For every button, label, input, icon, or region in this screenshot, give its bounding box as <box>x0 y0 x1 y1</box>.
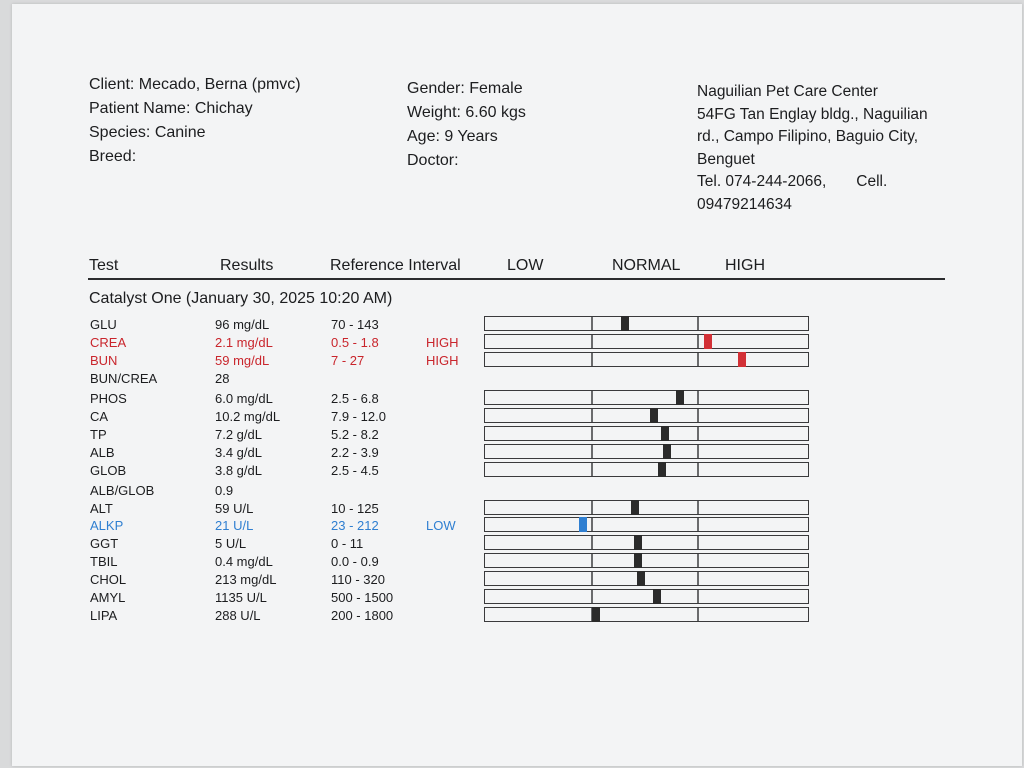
range-marker <box>637 571 645 586</box>
range-divider-low <box>591 536 593 549</box>
test-flag: HIGH <box>426 335 459 350</box>
range-marker <box>653 589 661 604</box>
range-divider-low <box>591 590 593 603</box>
test-name: CHOL <box>90 572 127 587</box>
clinic-name: Naguilian Pet Care Center <box>697 83 878 100</box>
range-bar <box>484 426 809 441</box>
range-divider-low <box>591 554 593 567</box>
test-reference: 2.5 - 6.8 <box>331 391 379 406</box>
range-marker <box>704 334 712 349</box>
test-reference: 200 - 1800 <box>331 608 394 623</box>
range-divider-high <box>697 353 699 366</box>
range-divider-low <box>591 518 593 531</box>
test-row <box>0 483 1010 501</box>
test-name: TBIL <box>90 554 118 569</box>
test-name: BUN/CREA <box>90 371 158 386</box>
test-result: 59 U/L <box>215 501 254 516</box>
test-result: 7.2 g/dL <box>215 427 262 442</box>
col-header-results: Results <box>220 257 274 274</box>
clinic-info <box>697 81 957 216</box>
range-bar <box>484 316 809 331</box>
range-marker <box>634 553 642 568</box>
range-marker <box>631 500 639 515</box>
test-name: GLU <box>90 317 117 332</box>
test-name: TP <box>90 427 107 442</box>
test-result: 28 <box>215 371 230 386</box>
test-name: GGT <box>90 536 119 551</box>
test-flag: LOW <box>426 518 456 533</box>
test-result: 3.4 g/dL <box>215 445 262 460</box>
range-bar <box>484 408 809 423</box>
clinic-tel: Tel. 074-244-2066, <box>697 173 827 190</box>
range-marker <box>661 426 669 441</box>
range-marker <box>592 607 600 622</box>
range-divider-high <box>697 590 699 603</box>
range-divider-high <box>697 463 699 476</box>
test-name: ALB <box>90 445 115 460</box>
test-reference: 10 - 125 <box>331 501 379 516</box>
test-reference: 7 - 27 <box>331 353 365 368</box>
test-result: 288 U/L <box>215 608 261 623</box>
range-bar <box>484 607 809 622</box>
section-title: Catalyst One (January 30, 2025 10:20 AM) <box>89 290 393 307</box>
range-bar <box>484 553 809 568</box>
test-name: ALB/GLOB <box>90 483 155 498</box>
range-bar <box>484 352 809 367</box>
range-marker <box>621 316 629 331</box>
range-marker <box>738 352 746 367</box>
range-divider-high <box>697 501 699 514</box>
range-bar <box>484 444 809 459</box>
range-divider-low <box>591 572 593 585</box>
test-reference: 2.5 - 4.5 <box>331 463 379 478</box>
test-reference: 70 - 143 <box>331 317 379 332</box>
range-divider-low <box>591 445 593 458</box>
test-reference: 2.2 - 3.9 <box>331 445 379 460</box>
range-divider-high <box>697 554 699 567</box>
test-reference: 23 - 212 <box>331 518 379 533</box>
range-marker <box>663 444 671 459</box>
range-marker <box>634 535 642 550</box>
test-name: PHOS <box>90 391 127 406</box>
test-result: 0.9 <box>215 483 234 498</box>
clinic-phone <box>697 171 957 194</box>
range-divider-high <box>697 445 699 458</box>
test-name: CREA <box>90 335 127 350</box>
test-result: 59 mg/dL <box>215 353 270 368</box>
range-divider-low <box>591 391 593 404</box>
test-result: 1135 U/L <box>215 590 267 605</box>
test-name: CA <box>90 409 109 424</box>
test-name: BUN <box>90 353 118 368</box>
range-divider-high <box>697 427 699 440</box>
range-divider-high <box>697 391 699 404</box>
range-divider-high <box>697 536 699 549</box>
col-header-test: Test <box>89 257 119 274</box>
range-bar <box>484 462 809 477</box>
test-name: AMYL <box>90 590 126 605</box>
range-marker <box>579 517 587 532</box>
range-divider-low <box>591 353 593 366</box>
test-result: 6.0 mg/dL <box>215 391 273 406</box>
range-divider-high <box>697 572 699 585</box>
test-reference: 500 - 1500 <box>331 590 394 605</box>
test-name: LIPA <box>90 608 118 623</box>
range-marker <box>650 408 658 423</box>
range-divider-high <box>697 335 699 348</box>
range-bar <box>484 500 809 515</box>
range-divider-low <box>591 335 593 348</box>
range-bar <box>484 517 809 532</box>
range-bar <box>484 571 809 586</box>
test-flag: HIGH <box>426 353 459 368</box>
col-header-low: LOW <box>507 257 544 274</box>
test-result: 2.1 mg/dL <box>215 335 273 350</box>
patient-info <box>89 73 301 169</box>
range-divider-high <box>697 317 699 330</box>
client-label: Client: Mecado, Berna (pmvc) <box>89 76 301 93</box>
clinic-cell-label: Cell. <box>856 173 888 190</box>
col-header-normal: NORMAL <box>612 257 681 274</box>
range-bar <box>484 589 809 604</box>
patient-name-label: Patient Name: Chichay <box>89 100 253 117</box>
clinic-address-line2: rd., Campo Filipino, Baguio City, <box>697 128 919 145</box>
test-name: ALKP <box>90 518 124 533</box>
test-reference: 0.5 - 1.8 <box>331 335 379 350</box>
weight-label: Weight: 6.60 kgs <box>407 104 526 121</box>
test-result: 10.2 mg/dL <box>215 409 281 424</box>
range-divider-low <box>591 501 593 514</box>
range-marker <box>676 390 684 405</box>
test-reference: 0 - 11 <box>331 536 364 551</box>
test-result: 0.4 mg/dL <box>215 554 273 569</box>
test-result: 21 U/L <box>215 518 254 533</box>
clinic-address-line3: Benguet <box>697 150 755 168</box>
test-result: 213 mg/dL <box>215 572 277 587</box>
species-label: Species: Canine <box>89 124 206 141</box>
test-result: 3.8 g/dL <box>215 463 262 478</box>
range-divider-low <box>591 317 593 330</box>
range-marker <box>658 462 666 477</box>
range-divider-high <box>697 608 699 621</box>
clinic-cell: 09479214634 <box>697 195 792 213</box>
range-divider-high <box>697 409 699 422</box>
clinic-address-line1: 54FG Tan Englay bldg., Naguilian <box>697 105 928 123</box>
gender-label: Gender: Female <box>407 80 523 97</box>
test-reference: 110 - 320 <box>331 572 385 587</box>
range-bar <box>484 390 809 405</box>
test-reference: 7.9 - 12.0 <box>331 409 386 424</box>
patient-details <box>407 77 526 173</box>
header-divider <box>88 278 945 280</box>
range-divider-low <box>591 409 593 422</box>
range-bar <box>484 334 809 349</box>
range-divider-high <box>697 518 699 531</box>
range-divider-low <box>591 463 593 476</box>
age-label: Age: 9 Years <box>407 128 498 145</box>
breed-label: Breed: <box>89 148 137 165</box>
col-header-high: HIGH <box>725 257 765 274</box>
range-bar <box>484 535 809 550</box>
test-name: GLOB <box>90 463 127 478</box>
test-reference: 5.2 - 8.2 <box>331 427 379 442</box>
col-header-reference: Reference Interval <box>330 257 461 274</box>
test-result: 5 U/L <box>215 536 247 551</box>
test-reference: 0.0 - 0.9 <box>331 554 379 569</box>
test-name: ALT <box>90 501 113 516</box>
test-result: 96 mg/dL <box>215 317 270 332</box>
doctor-label: Doctor: <box>407 152 459 169</box>
test-row <box>0 371 1010 389</box>
range-divider-low <box>591 427 593 440</box>
